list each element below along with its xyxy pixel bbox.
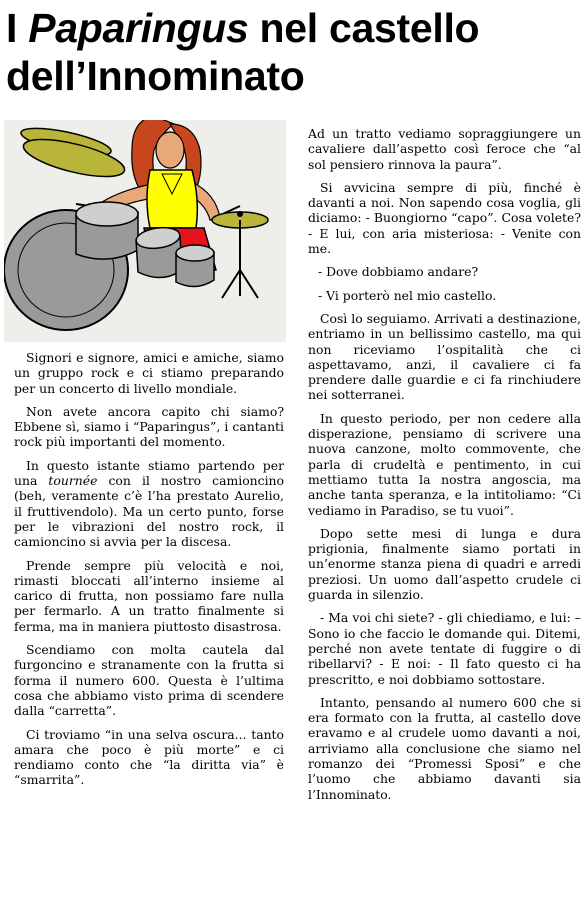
paragraph: - Ma voi chi siete? - gli chiediamo, e lui: – Sono io che faccio le domande qui. Ditemi, perché non avete tentate di fuggire o di ribellarvi? - E noi: - Il fato questo ci ha prescritto, e noi dobbiamo sottostare.	[308, 610, 581, 687]
drummer-illustration	[4, 120, 286, 342]
left-column	[14, 350, 284, 796]
dialog-line: - Dove dobbiamo andare?	[318, 264, 479, 280]
face	[156, 132, 184, 168]
paragraph: Prende sempre più velocità e noi, rimasti bloccati all’interno insieme al carico di frutta, non possiamo fare nulla per fermarlo. A un tratto finalmente si ferma, ma in maniera piuttosto disastrosa.	[14, 557, 284, 634]
title-line1-rest: nel castello	[248, 5, 480, 51]
paragraph-text: con il nostro camioncino (beh, veramente c’è l’ha prestato Aurelio, il fruttivendolo). Ma un certo punto, forse per le vibrazioni del nostro rock, il camioncino si avvia per la discesa.	[14, 473, 284, 550]
paragraph: Ci troviamo “in una selva oscura... tanto amara che poco è più morte” e ci rendiamo conto che “la diritta via” è “smarrita”.	[14, 726, 284, 788]
paragraph: Si avvicina sempre di più, finché è davanti a noi. Non sapendo cosa voglia, gli diciamo: - Buongiorno “capo”. Cosa volete? - E lui, con aria misteriosa: - Venite con me.	[308, 179, 581, 257]
paragraph: Così lo seguiamo. Arrivati a destinazione, entriamo in un bellissimo castello, ma qui non riceviamo l’ospitalità che ci aspettavamo, anzi, il cavaliere ci fa prendere dalle guardie e ci fa rinchiudere nei sotterranei.	[308, 310, 581, 403]
right-column	[308, 126, 581, 810]
paragraph	[14, 458, 284, 550]
tom-right-head	[176, 245, 214, 261]
paragraph: Non avete ancora capito chi siamo? Ebbene sì, siamo i “Paparingus”, i cantanti rock più importanti del momento.	[14, 403, 284, 450]
paragraph: Signori e signore, amici e amiche, siamo un gruppo rock e ci stiamo preparando per un concerto di livello mondiale.	[14, 350, 284, 396]
paragraph: Ad un tratto vediamo sopraggiungere un cavaliere dall’aspetto così feroce che “al sol pensiero rinnova la paura”.	[308, 126, 581, 172]
paragraph: In questo periodo, per non cedere alla disperazione, pensiamo di scrivere una nuova canzone, molto commovente, che parla di crudeltà e pentimento, in cui mettiamo tutta la nostra angoscia, ma anche tanta speranza, e la intitoliamo: “Ci vediamo in Paradiso, se tu vuoi”.	[308, 410, 581, 518]
title-prefix: I	[6, 5, 29, 51]
dialog-line: - Vi porterò nel mio castello.	[318, 287, 497, 303]
title-band-name: Paparingus	[28, 5, 249, 51]
paragraph: Dopo sette mesi di lunga e dura prigionia, finalmente siamo portati in un’enorme stanza piena di quadri e arredi preziosi. Un uomo dall’aspetto crudele ci guarda in silenzio.	[308, 525, 581, 603]
paragraph-text: In questo istante stiamo partendo per una	[14, 457, 284, 489]
paragraph: Scendiamo con molta cautela dal furgoncino e stranamente con la frutta si forma il numero 600. Questa è l’ultima cosa che abbiamo visto prima di scendere dalla “carretta”.	[14, 642, 284, 719]
tom-left-head	[76, 202, 138, 226]
title-line2: dell’Innominato	[6, 53, 305, 99]
stand-leg-left	[222, 270, 240, 298]
drummer-drawing	[4, 120, 286, 342]
stand-leg-right	[240, 270, 258, 298]
cymbal-bolt	[237, 211, 243, 217]
paragraph: Intanto, pensando al numero 600 che si era formato con la frutta, al castello dove eravamo e al crudele uomo davanti a noi, arriviamo alla conclusione che siamo nel romanzo dei “Promessi Sposi” e che l’uomo che abbiamo davanti sia l’Innominato.	[308, 694, 581, 802]
article-title	[6, 4, 582, 100]
italic-word: tournée	[48, 473, 98, 489]
